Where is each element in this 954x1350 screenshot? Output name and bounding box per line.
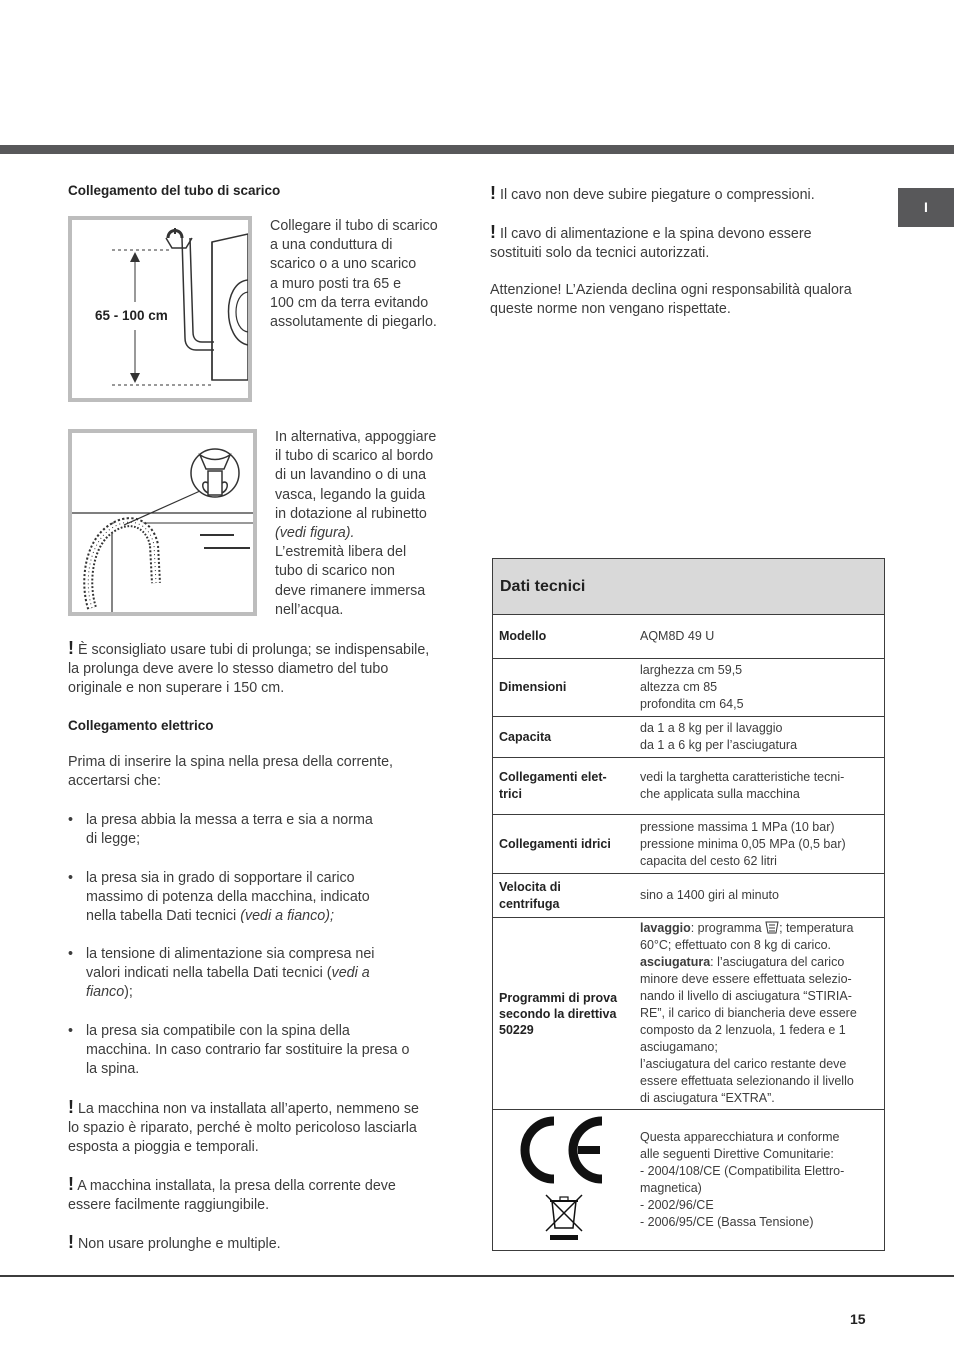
line: profondita cm 64,5 <box>640 697 744 711</box>
line: valori indicati nella tabella Dati tecnici ( <box>86 965 332 982</box>
table-header-row <box>493 559 885 615</box>
line: la tensione di alimentazione sia compresa nei <box>86 946 375 962</box>
cotton-program-icon <box>765 920 779 934</box>
row-value: AQM8D 49 U <box>634 615 885 659</box>
warning-reachable <box>68 1175 396 1215</box>
line: massimo di potenza della macchina, indicato <box>86 889 370 906</box>
warning-icon: ! <box>68 1097 74 1117</box>
figure-wall-drain <box>68 216 252 402</box>
line: trici <box>499 787 522 801</box>
bullet-grounding <box>68 811 373 849</box>
line: 50229 <box>499 1022 534 1037</box>
line: di legge; <box>86 831 141 848</box>
line: composto da 2 lenzuola, 1 federa e 1 <box>640 1023 846 1037</box>
line: la presa abbia la messa a terra e sia a norma <box>86 812 373 828</box>
table-row <box>493 1110 885 1251</box>
line: accertarsi che: <box>68 773 161 790</box>
line: esposta a pioggia e temporali. <box>68 1139 259 1156</box>
top-bar <box>0 145 954 154</box>
line: sostituiti solo da tecnici autorizzati. <box>490 245 710 262</box>
line: a una conduttura di <box>270 237 393 254</box>
line: asciugamano; <box>640 1040 718 1054</box>
line: (vedi figura). <box>275 525 355 542</box>
line: la presa sia compatibile con la spina della <box>86 1023 350 1039</box>
line: Questa apparecchiatura и conforme <box>640 1130 840 1144</box>
line: magnetica) <box>640 1181 702 1195</box>
language-tab: I <box>898 188 954 227</box>
line: il tubo di scarico al bordo <box>275 448 434 465</box>
row-value <box>634 758 885 815</box>
bullet-voltage <box>68 945 375 1003</box>
line: lo spazio è riparato, perché è molto pericoloso lasciarla <box>68 1120 417 1137</box>
warning-outdoor <box>68 1098 419 1158</box>
table-row <box>493 815 885 874</box>
bullet-dot: • <box>68 946 74 962</box>
line: ; temperatura <box>779 921 854 935</box>
ce-mark-icon <box>516 1113 612 1243</box>
line: a muro posti tra 65 e <box>270 275 402 292</box>
line: RE”, il carico di biancheria deve essere <box>640 1006 857 1020</box>
line: minore deve essere effettuata selezio- <box>640 972 852 986</box>
line: larghezza cm 59,5 <box>640 663 743 677</box>
footer-rule <box>0 1275 954 1277</box>
line: capacita del cesto 62 litri <box>640 853 777 868</box>
line: Attenzione! L’Azienda declina ogni responsabilità qualora <box>490 282 852 298</box>
line-italic: fianco <box>86 984 125 1001</box>
line-italic: (vedi a fianco); <box>240 908 334 925</box>
line: : programma <box>690 921 766 935</box>
line: A macchina installata, la presa della corrente deve <box>77 1178 396 1194</box>
line: nella tabella Dati tecnici <box>86 908 241 925</box>
row-label: Modello <box>493 615 635 659</box>
bullet-plug <box>68 1022 410 1080</box>
line: vasca, legando la guida <box>275 486 426 503</box>
table-row <box>493 659 885 717</box>
line: In alternativa, appoggiare <box>275 429 437 445</box>
warning-icon: ! <box>490 183 496 203</box>
heading-electrical: Collegamento elettrico <box>68 718 214 733</box>
row-label: Dimensioni <box>493 659 635 717</box>
row-label: Capacita <box>493 717 635 758</box>
line: che applicata sulla macchina <box>640 787 800 801</box>
table-title: Dati tecnici <box>493 559 885 615</box>
bullet-load <box>68 869 370 927</box>
page-number: 15 <box>850 1311 866 1327</box>
line: secondo la direttiva <box>499 1006 617 1021</box>
line: assolutamente di piegarlo. <box>270 314 437 331</box>
ce-cell <box>493 1110 635 1251</box>
row-value <box>634 1110 885 1251</box>
line: essere effettuata selezionando il livello <box>640 1074 854 1088</box>
table-row <box>493 874 885 918</box>
line-bold: lavaggio <box>640 921 691 935</box>
row-value: sino a 1400 giri al minuto <box>634 874 885 918</box>
paragraph-sink-drain <box>275 428 436 620</box>
row-label <box>493 758 635 815</box>
warning-cable-bend <box>490 184 815 205</box>
line: centrifuga <box>499 896 560 911</box>
line: la spina. <box>86 1061 140 1078</box>
line: macchina. In caso contrario far sostituire la presa o <box>86 1042 410 1059</box>
line: : l’asciugatura del carico <box>710 955 845 969</box>
row-label <box>493 918 635 1110</box>
table-row <box>493 615 885 659</box>
table-row <box>493 758 885 815</box>
bullet-dot: • <box>68 870 74 886</box>
line: l’asciugatura del carico restante deve <box>640 1057 847 1071</box>
row-label: Collegamenti idrici <box>493 815 635 874</box>
line: altezza cm 85 <box>640 680 718 694</box>
line: Prima di inserire la spina nella presa della corrente, <box>68 754 394 770</box>
sink-drain-illustration <box>72 433 253 612</box>
warning-no-extension <box>68 1233 281 1254</box>
line: - 2006/95/CE (Bassa Tensione) <box>640 1215 814 1229</box>
line: di asciugatura “EXTRA”. <box>640 1091 775 1105</box>
line: La macchina non va installata all’aperto, nemmeno se <box>77 1101 419 1117</box>
warning-cable-replace <box>490 223 812 263</box>
line: essere facilmente raggiungibile. <box>68 1197 270 1214</box>
row-value <box>634 659 885 717</box>
row-label <box>493 874 635 918</box>
warning-icon: ! <box>490 222 496 242</box>
height-range-label: 65 - 100 cm <box>95 308 168 323</box>
figure-sink-drain <box>68 429 257 616</box>
line: Non usare prolunghe e multiple. <box>77 1236 281 1252</box>
line: - 2002/96/CE <box>640 1198 714 1212</box>
technical-data-table <box>492 558 885 1251</box>
line: Programmi di prova <box>499 990 618 1005</box>
paragraph-electrical-intro <box>68 753 393 791</box>
paragraph-wall-drain <box>270 217 438 332</box>
line: la prolunga deve avere lo stesso diametro del tubo <box>68 661 389 678</box>
line: Collegamenti elet- <box>499 770 607 784</box>
line: da 1 a 6 kg per l’asciugatura <box>640 738 798 752</box>
paragraph-disclaimer <box>490 281 852 319</box>
weee-bin-icon <box>546 1195 582 1240</box>
bullet-dot: • <box>68 812 74 828</box>
line: nando il livello di asciugatura “STIRIA- <box>640 989 852 1003</box>
line-italic: vedi a <box>331 965 370 982</box>
line: di un lavandino o di una <box>275 467 427 484</box>
line: alle seguenti Direttive Comunitarie: <box>640 1147 834 1161</box>
line: vedi la targhetta caratteristiche tecni- <box>640 770 845 784</box>
line: in dotazione al rubinetto <box>275 505 427 522</box>
line: ); <box>124 984 133 1001</box>
line: tubo di scarico non <box>275 563 396 580</box>
row-value <box>634 815 885 874</box>
line: originale e non superare i 150 cm. <box>68 680 285 697</box>
line-bold: asciugatura <box>640 955 711 969</box>
line: pressione minima 0,05 MPa (0,5 bar) <box>640 836 846 851</box>
line: 100 cm da terra evitando <box>270 294 429 311</box>
line: È sconsigliato usare tubi di prolunga; se indispensabile, <box>77 642 430 658</box>
line: 60°C; effettuato con 8 kg di carico. <box>640 938 831 952</box>
line: Velocita di <box>499 879 561 894</box>
line: nell’acqua. <box>275 601 344 618</box>
line: pressione massima 1 MPa (10 bar) <box>640 819 835 834</box>
line: L’estremità libera del <box>275 544 407 561</box>
warning-extension <box>68 639 429 699</box>
line: queste norme non vengano rispettate. <box>490 301 731 318</box>
table-row <box>493 918 885 1110</box>
table-row <box>493 717 885 758</box>
line: Il cavo non deve subire piegature o compressioni. <box>499 187 815 203</box>
heading-drain-hose: Collegamento del tubo di scarico <box>68 183 281 198</box>
line: deve rimanere immersa <box>275 582 426 599</box>
row-value <box>634 918 885 1110</box>
row-value <box>634 717 885 758</box>
line: scarico o a uno scarico <box>270 256 417 273</box>
line: la presa sia in grado di sopportare il carico <box>86 870 355 886</box>
warning-icon: ! <box>68 1174 74 1194</box>
bullet-dot: • <box>68 1023 74 1039</box>
line: Collegare il tubo di scarico <box>270 218 438 234</box>
line: Il cavo di alimentazione e la spina devono essere <box>499 226 812 242</box>
warning-icon: ! <box>68 1232 74 1252</box>
line: - 2004/108/CE (Compatibilita Elettro- <box>640 1164 845 1178</box>
warning-icon: ! <box>68 638 74 658</box>
line: da 1 a 8 kg per il lavaggio <box>640 721 783 735</box>
